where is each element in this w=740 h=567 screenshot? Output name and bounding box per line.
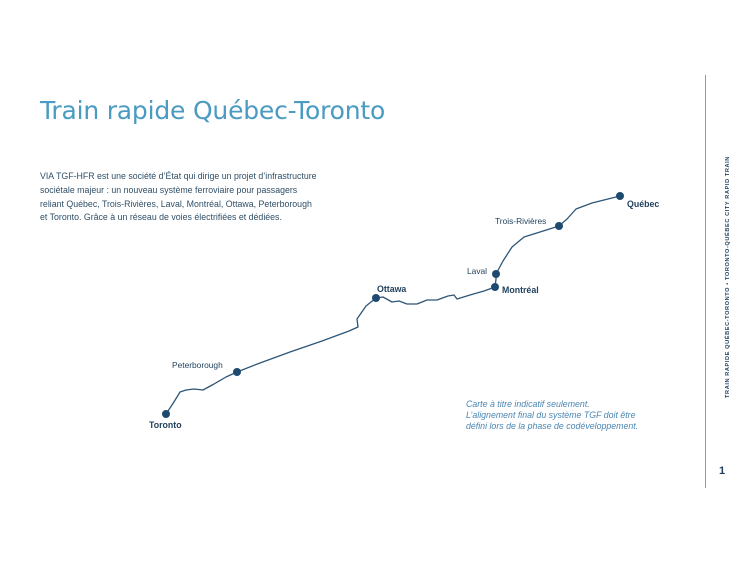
intro-line: reliant Québec, Trois-Rivières, Laval, Montréal, Ottawa, Peterborough bbox=[40, 198, 312, 209]
station-label-laval: Laval bbox=[467, 266, 488, 276]
intro-line: VIA TGF-HFR est une société d’État qui dirige un projet d’infrastructure bbox=[40, 171, 317, 181]
disclaimer-line: Carte à titre indicatif seulement. bbox=[466, 399, 590, 409]
station-marker-montreal[interactable] bbox=[491, 283, 499, 291]
intro-line: et Toronto. Grâce à un réseau de voies électrifiées et dédiées. bbox=[40, 212, 282, 223]
disclaimer-line: L’alignement final du système TGF doit être bbox=[466, 410, 636, 420]
station-label-trois-rivieres: Trois-Rivières bbox=[495, 216, 547, 226]
station-label-toronto: Toronto bbox=[149, 420, 182, 430]
station-marker-laval[interactable] bbox=[492, 270, 500, 278]
station-label-quebec: Québec bbox=[627, 199, 660, 209]
side-divider bbox=[705, 75, 706, 488]
station-label-ottawa: Ottawa bbox=[377, 284, 407, 294]
station-marker-toronto[interactable] bbox=[162, 410, 170, 418]
disclaimer-line: défini lors de la phase de codéveloppement. bbox=[466, 421, 639, 431]
rail-route-line bbox=[166, 196, 620, 414]
station-marker-trois-rivieres[interactable] bbox=[555, 222, 563, 230]
station-label-peterborough: Peterborough bbox=[172, 360, 223, 370]
page-number: 1 bbox=[719, 465, 726, 477]
map-disclaimer bbox=[466, 399, 638, 432]
station-marker-peterborough[interactable] bbox=[233, 368, 241, 376]
station-label-montreal: Montréal bbox=[502, 285, 539, 295]
page-title: Train rapide Québec-Toronto bbox=[40, 96, 386, 125]
side-running-header: TRAIN RAPIDE QUÉBEC-TORONTO • TORONTO-QUÉBEC CITY RAPID TRAIN bbox=[725, 156, 731, 398]
station-marker-ottawa[interactable] bbox=[372, 294, 380, 302]
intro-line: sociétale majeur : un nouveau système ferroviaire pour passagers bbox=[40, 184, 298, 195]
station-marker-quebec[interactable] bbox=[616, 192, 624, 200]
